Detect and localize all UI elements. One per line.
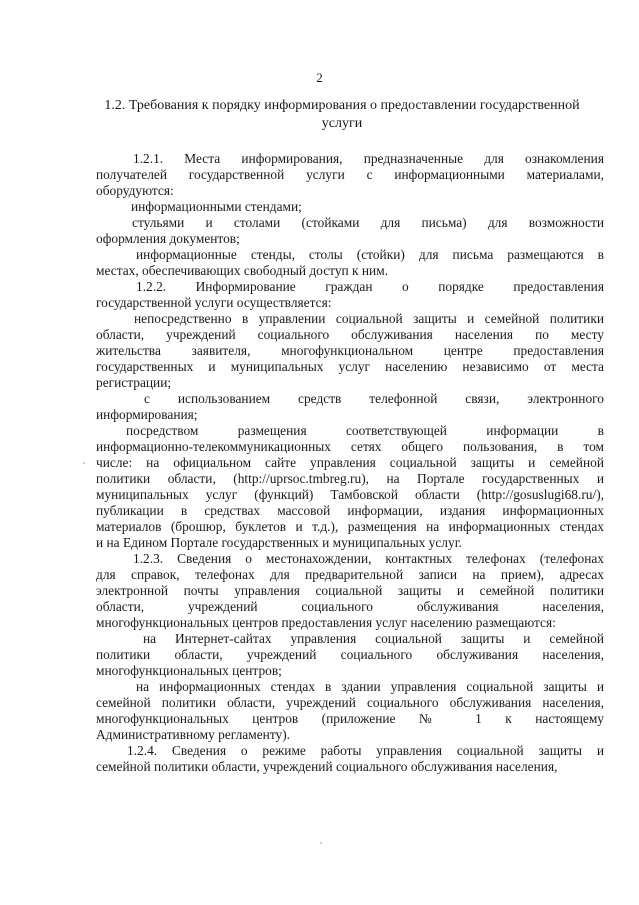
paragraph-line: информирования; (96, 407, 198, 422)
document-body (96, 151, 604, 775)
section-heading-line: услуги (321, 116, 363, 131)
paragraph (96, 743, 604, 775)
paragraph-line: информационными стендами; (131, 199, 302, 214)
scan-speck (83, 462, 85, 464)
paragraph-line: информационные стенды, столы (стойки) для письма размещаются в (136, 247, 604, 262)
paragraph (96, 199, 604, 215)
page-number: 2 (316, 70, 323, 85)
paragraph-line: политики области, (http://uprsoc.tmbreg.ru), на Портале государственных и (96, 471, 604, 486)
scan-speck (320, 842, 322, 844)
paragraph (96, 391, 604, 423)
paragraph-line: 1.2.3. Сведения о местонахождении, контактных телефонах (телефонах (133, 551, 604, 566)
paragraph-line: муниципальных услуг (функций) Тамбовской области (http://gosuslugi68.ru/), (96, 487, 604, 502)
paragraph-line: многофункциональных центров (приложение № 1 к настоящему (96, 711, 604, 726)
paragraph-line: информационно-телекоммуникационных сетях общего пользования, в том (96, 439, 604, 454)
paragraph-line: материалов (брошюр, буклетов и т.д.), размещения на информационных стендах (96, 519, 604, 534)
paragraph-line: области, учреждений социального обслуживания населения, (96, 599, 604, 614)
paragraph-line: электронной почты управления социальной защиты и семейной политики (96, 583, 604, 598)
paragraph (96, 631, 604, 679)
paragraph (96, 679, 604, 743)
paragraph-line: Административному регламенту). (96, 727, 291, 742)
paragraph-line: семейной политики области, учреждений социального обслуживания населения, (96, 695, 604, 710)
paragraph-line: 1.2.2. Информирование граждан о порядке предоставления (136, 279, 604, 294)
paragraph-line: получателей государственной услуги с информационными материалами, (96, 167, 604, 182)
paragraph (96, 311, 604, 391)
paragraph (96, 215, 604, 247)
paragraph (96, 151, 604, 199)
paragraph (96, 247, 604, 279)
paragraph-line: оборудуются: (96, 183, 174, 198)
paragraph-line: оформления документов; (96, 231, 240, 246)
paragraph (96, 279, 604, 311)
paragraph-line: многофункциональных центров предоставления услуг населению размещаются: (96, 615, 556, 630)
paragraph (96, 423, 604, 551)
paragraph-line: стульями и столами (стойками для письма) для возможности (132, 215, 604, 230)
paragraph (96, 551, 604, 631)
paragraph-line: публикации в средствах массовой информации, издания информационных (96, 503, 604, 518)
paragraph-line: местах, обеспечивающих свободный доступ к ним. (96, 263, 389, 278)
paragraph-line: государственных и муниципальных услуг населению независимо от места (96, 359, 604, 374)
section-heading-line: 1.2. Требования к порядку информирования о предоставлении государственной (104, 98, 580, 113)
paragraph-line: непосредственно в управлении социальной защиты и семейной политики (134, 311, 604, 326)
paragraph-line: числе: на официальном сайте управления социальной защиты и семейной (96, 455, 604, 470)
paragraph-line: и на Едином Портале государственных и муниципальных услуг. (96, 535, 463, 550)
paragraph-line: посредством размещения соответствующей информации в (126, 423, 604, 438)
paragraph-line: жительства заявителя, многофункциональном центре предоставления (96, 343, 604, 358)
paragraph-line: политики области, учреждений социального обслуживания населения, (96, 647, 604, 662)
section-heading (92, 97, 592, 133)
paragraph-line: области, учреждений социального обслуживания населения по месту (96, 327, 604, 342)
paragraph-line: на Интернет-сайтах управления социальной защиты и семейной (143, 631, 604, 646)
paragraph-line: на информационных стендах в здании управления социальной защиты и (136, 679, 604, 694)
paragraph-line: семейной политики области, учреждений социального обслуживания населения, (96, 759, 558, 774)
paragraph-line: 1.2.4. Сведения о режиме работы управления социальной защиты и (127, 743, 604, 758)
paragraph-line: многофункциональных центров; (96, 663, 282, 678)
paragraph-line: с использованием средств телефонной связи, электронного (144, 391, 604, 406)
paragraph-line: 1.2.1. Места информирования, предназначенные для ознакомления (133, 151, 604, 166)
paragraph-line: регистрации; (96, 375, 172, 390)
paragraph-line: для справок, телефонах для предварительной записи на прием), адресах (96, 567, 604, 582)
paragraph-line: государственной услуги осуществляется: (96, 295, 332, 310)
